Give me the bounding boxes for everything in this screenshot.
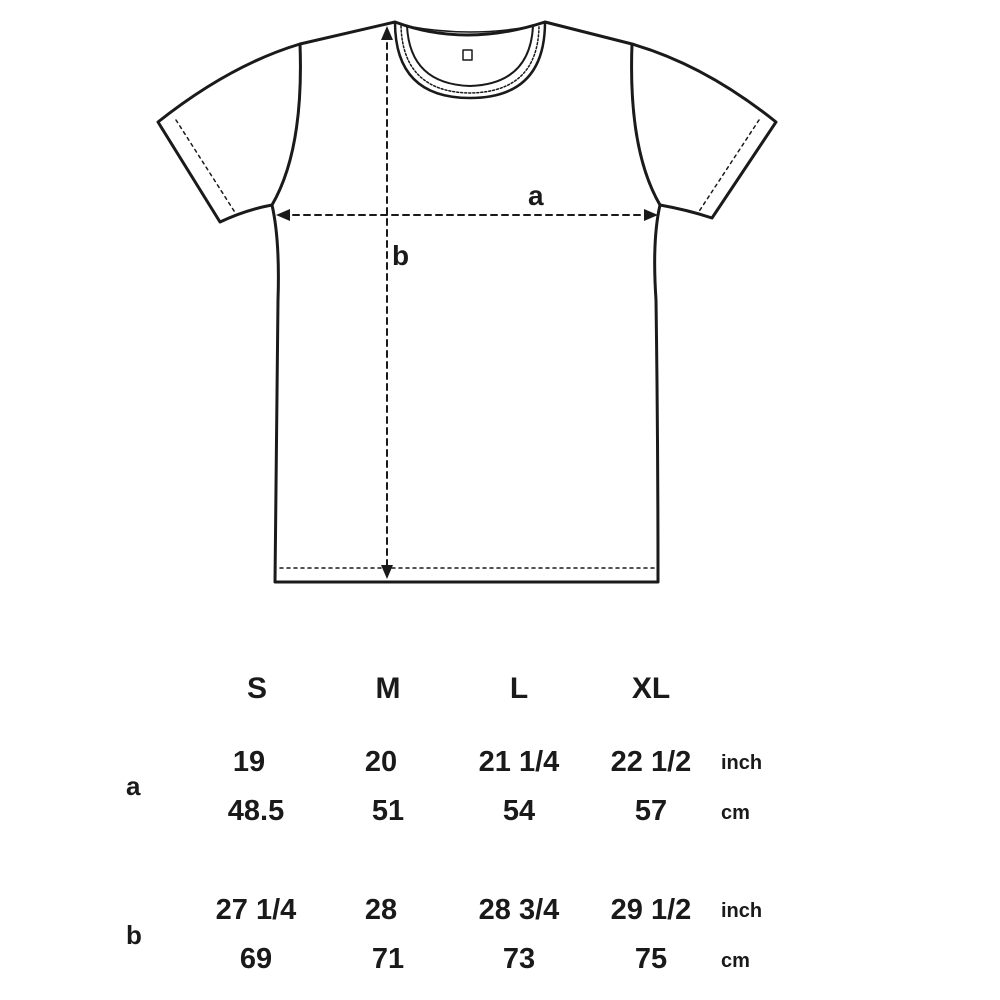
a-cm-m: 51 (371, 795, 405, 827)
b-cm-m: 71 (371, 943, 405, 975)
arrowhead-a-left (276, 209, 290, 221)
arrowhead-b-bottom (381, 565, 393, 579)
b-inch-s: 27 1/4 (215, 894, 297, 926)
b-cm-s: 69 (239, 943, 273, 975)
size-header-xl: XL (631, 672, 671, 705)
b-inch-unit: inch (721, 900, 763, 922)
right-sleeve-hem-stitch (698, 120, 759, 213)
a-cm-xl: 57 (634, 795, 668, 827)
neck-label (463, 50, 472, 60)
dimension-label-b: b (392, 240, 410, 271)
a-cm-l: 54 (502, 795, 536, 827)
b-cm-xl: 75 (634, 943, 668, 975)
row-label-a: a (126, 771, 141, 801)
a-inch-unit: inch (721, 752, 763, 774)
shirt-body-outline (272, 22, 660, 582)
size-header-l: L (509, 672, 529, 705)
a-inch-m: 20 (364, 746, 398, 778)
b-cm-unit: cm (721, 950, 750, 972)
b-inch-xl: 29 1/2 (610, 894, 692, 926)
dimension-label-a: a (528, 180, 544, 211)
a-cm-s: 48.5 (227, 795, 285, 827)
b-inch-m: 28 (364, 894, 398, 926)
a-cm-unit: cm (721, 802, 750, 824)
a-inch-l: 21 1/4 (478, 746, 560, 778)
size-header-s: S (246, 672, 268, 705)
row-label-b: b (126, 920, 142, 950)
arrowhead-b-top (381, 26, 393, 40)
a-inch-xl: 22 1/2 (610, 746, 692, 778)
b-inch-l: 28 3/4 (478, 894, 560, 926)
b-cm-l: 73 (502, 943, 536, 975)
size-header-m: M (375, 672, 401, 705)
a-inch-s: 19 (232, 746, 266, 778)
